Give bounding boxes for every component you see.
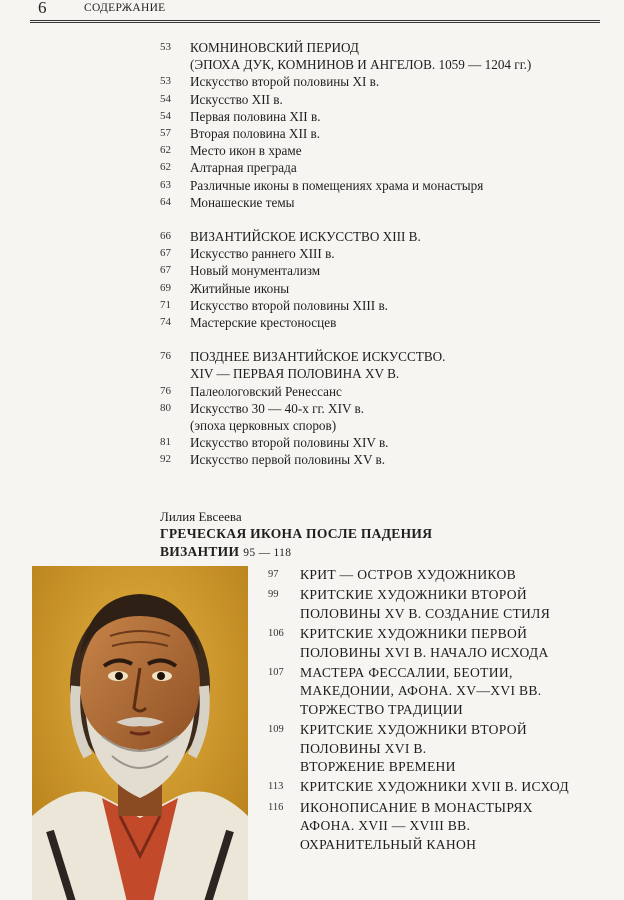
toc-entry — [160, 297, 590, 314]
essay-toc-entry — [268, 566, 608, 584]
essay-toc-page-number: 99 — [268, 589, 279, 601]
toc-entry-title: Искусство второй половины XIII в. — [190, 297, 388, 313]
essay-toc-line: ПОЛОВИНЫ XVI В. — [300, 740, 427, 756]
essay-toc-line: МАСТЕРА ФЕССАЛИИ, БЕОТИИ, — [300, 665, 513, 681]
essay-title-line2: ВИЗАНТИИ — [160, 544, 240, 559]
toc-entry — [160, 417, 590, 434]
essay-toc-entry — [268, 778, 608, 796]
essay-toc-entry — [268, 664, 608, 719]
essay-toc-line: ТОРЖЕСТВО ТРАДИЦИИ — [300, 701, 464, 717]
essay-toc-entry-title — [300, 778, 608, 796]
header-rule — [30, 20, 600, 23]
toc-entry-title: Место икон в храме — [190, 143, 302, 159]
toc-page-number: 62 — [160, 161, 171, 174]
essay-toc-line: ИКОНОПИСАНИЕ В МОНАСТЫРЯХ — [300, 799, 533, 815]
toc-page-number: 54 — [160, 109, 171, 122]
essay-toc-page-number: 113 — [268, 781, 284, 793]
toc-page-number: 92 — [160, 453, 171, 466]
toc-entry-title: Монашеские темы — [190, 194, 295, 210]
toc-entry-title: XIV — ПЕРВАЯ ПОЛОВИНА XV В. — [190, 366, 400, 382]
toc-entry — [160, 194, 590, 211]
toc-entry-title: КОМНИНОВСКИЙ ПЕРИОД — [190, 40, 359, 55]
toc-page-number: 53 — [160, 75, 171, 88]
header-title: СОДЕРЖАНИЕ — [84, 2, 166, 14]
essay-toc-line: КРИТ — ОСТРОВ ХУДОЖНИКОВ — [300, 567, 516, 582]
toc-entry-title: Искусство второй половины XIV в. — [190, 435, 389, 451]
icon-illustration — [32, 566, 248, 900]
toc-entry — [160, 245, 590, 262]
toc-group — [160, 228, 590, 331]
essay-title-line1: ГРЕЧЕСКАЯ ИКОНА ПОСЛЕ ПАДЕНИЯ — [160, 526, 433, 541]
essay-author: Лилия Евсеева — [160, 509, 242, 524]
toc-entry — [160, 159, 590, 176]
essay-toc-entry — [268, 625, 608, 662]
table-of-contents — [160, 39, 590, 486]
essay-page-range: 95 — 118 — [243, 547, 292, 559]
essay-toc-line: ВТОРЖЕНИЕ ВРЕМЕНИ — [300, 759, 456, 775]
toc-entry-title: Палеологовский Ренессанс — [190, 383, 342, 399]
toc-entry — [160, 365, 590, 382]
toc-page-number — [160, 365, 190, 382]
page-header — [30, 0, 600, 24]
essay-toc-entry-title — [300, 566, 608, 584]
essay-toc-entry-title — [300, 586, 608, 623]
toc-group — [160, 348, 590, 468]
essay-toc-entry — [268, 799, 608, 854]
toc-entry-title: Житийные иконы — [190, 280, 290, 296]
toc-entry-title: Искусство первой половины XV в. — [190, 452, 386, 468]
toc-entry — [160, 39, 590, 56]
toc-entry-title: ПОЗДНЕЕ ВИЗАНТИЙСКОЕ ИСКУССТВО. — [190, 349, 446, 365]
toc-entry — [160, 262, 590, 279]
toc-page-number: 64 — [160, 195, 171, 208]
essay-toc-entry-title — [300, 721, 608, 776]
saint-nicholas-icon-image — [32, 566, 248, 900]
essay-title-line2-wrap — [160, 543, 590, 562]
essay-toc-page-number: 116 — [268, 801, 284, 813]
toc-page-number — [160, 417, 190, 434]
essay-toc-entry-title — [300, 664, 608, 719]
toc-page-number: 57 — [160, 127, 171, 140]
toc-entry-title: Искусство раннего XIII в. — [190, 246, 335, 262]
essay-toc-line: МАКЕДОНИИ, АФОНА. XV—XVI ВВ. — [300, 683, 542, 699]
toc-entry — [160, 91, 590, 108]
essay-toc-line: ОХРАНИТЕЛЬНЫЙ КАНОН — [300, 836, 477, 852]
toc-page-number — [160, 56, 190, 73]
toc-entry-title: (ЭПОХА ДУК, КОМНИНОВ И АНГЕЛОВ. 1059 — 1204 гг.) — [190, 57, 532, 73]
toc-entry — [160, 56, 590, 73]
toc-page-number: 76 — [160, 350, 171, 363]
toc-page-number: 63 — [160, 178, 171, 191]
toc-page-number: 66 — [160, 230, 171, 243]
toc-page-number: 76 — [160, 384, 171, 397]
toc-entry — [160, 177, 590, 194]
toc-entry — [160, 73, 590, 90]
essay-toc-page-number: 109 — [268, 724, 284, 736]
toc-entry — [160, 400, 590, 417]
toc-entry — [160, 280, 590, 297]
toc-entry — [160, 125, 590, 142]
toc-page-number: 81 — [160, 436, 171, 449]
toc-entry-title: Искусство XII в. — [190, 91, 283, 107]
essay-toc-line: ПОЛОВИНЫ XV В. СОЗДАНИЕ СТИЛЯ — [300, 605, 551, 621]
essay-contents — [268, 566, 608, 856]
toc-page-number: 67 — [160, 247, 171, 260]
toc-entry-title: Мастерские крестоносцев — [190, 315, 337, 331]
toc-entry-title: ВИЗАНТИЙСКОЕ ИСКУССТВО XIII В. — [190, 229, 421, 245]
toc-page-number: 80 — [160, 401, 171, 414]
essay-toc-entry-title — [300, 799, 608, 854]
toc-entry — [160, 383, 590, 400]
toc-entry-title: Искусство второй половины XI в. — [190, 74, 380, 90]
toc-page-number: 54 — [160, 92, 171, 105]
toc-group — [160, 39, 590, 211]
toc-entry-title: Вторая половина XII в. — [190, 126, 321, 142]
toc-entry-title: Алтарная преграда — [190, 160, 297, 176]
toc-entry-title: Различные иконы в помещениях храма и монастыря — [190, 177, 484, 193]
toc-entry — [160, 451, 590, 468]
essay-toc-entry-title — [300, 625, 608, 662]
essay-toc-line: КРИТСКИЕ ХУДОЖНИКИ XVII В. ИСХОД — [300, 779, 569, 795]
essay-heading — [160, 508, 590, 562]
toc-page-number: 71 — [160, 298, 171, 311]
toc-page-number: 67 — [160, 264, 171, 277]
essay-toc-page-number: 97 — [268, 569, 279, 580]
essay-toc-entry — [268, 721, 608, 776]
toc-entry — [160, 314, 590, 331]
toc-page-number: 53 — [160, 41, 171, 53]
toc-entry-title: Искусство 30 — 40-х гг. XIV в. — [190, 400, 365, 416]
essay-toc-line: АФОНА. XVII — XVIII ВВ. — [300, 818, 471, 834]
essay-toc-page-number: 106 — [268, 628, 284, 640]
toc-page-number: 74 — [160, 316, 171, 329]
toc-page-number: 62 — [160, 144, 171, 157]
toc-entry — [160, 434, 590, 451]
essay-toc-line: КРИТСКИЕ ХУДОЖНИКИ ПЕРВОЙ — [300, 626, 528, 642]
toc-entry — [160, 348, 590, 365]
toc-entry-title: (эпоха церковных споров) — [190, 418, 337, 434]
toc-entry-title: Первая половина XII в. — [190, 108, 321, 124]
essay-toc-line: КРИТСКИЕ ХУДОЖНИКИ ВТОРОЙ — [300, 722, 528, 738]
toc-entry — [160, 228, 590, 245]
toc-page-number: 69 — [160, 281, 171, 294]
toc-entry-title: Новый монументализм — [190, 263, 321, 279]
essay-toc-line: КРИТСКИЕ ХУДОЖНИКИ ВТОРОЙ — [300, 587, 528, 603]
toc-entry — [160, 108, 590, 125]
toc-entry — [160, 142, 590, 159]
essay-toc-line: ПОЛОВИНЫ XVI В. НАЧАЛО ИСХОДА — [300, 644, 549, 660]
essay-toc-page-number: 107 — [268, 667, 284, 679]
page-number: 6 — [38, 0, 47, 17]
essay-toc-entry — [268, 586, 608, 623]
